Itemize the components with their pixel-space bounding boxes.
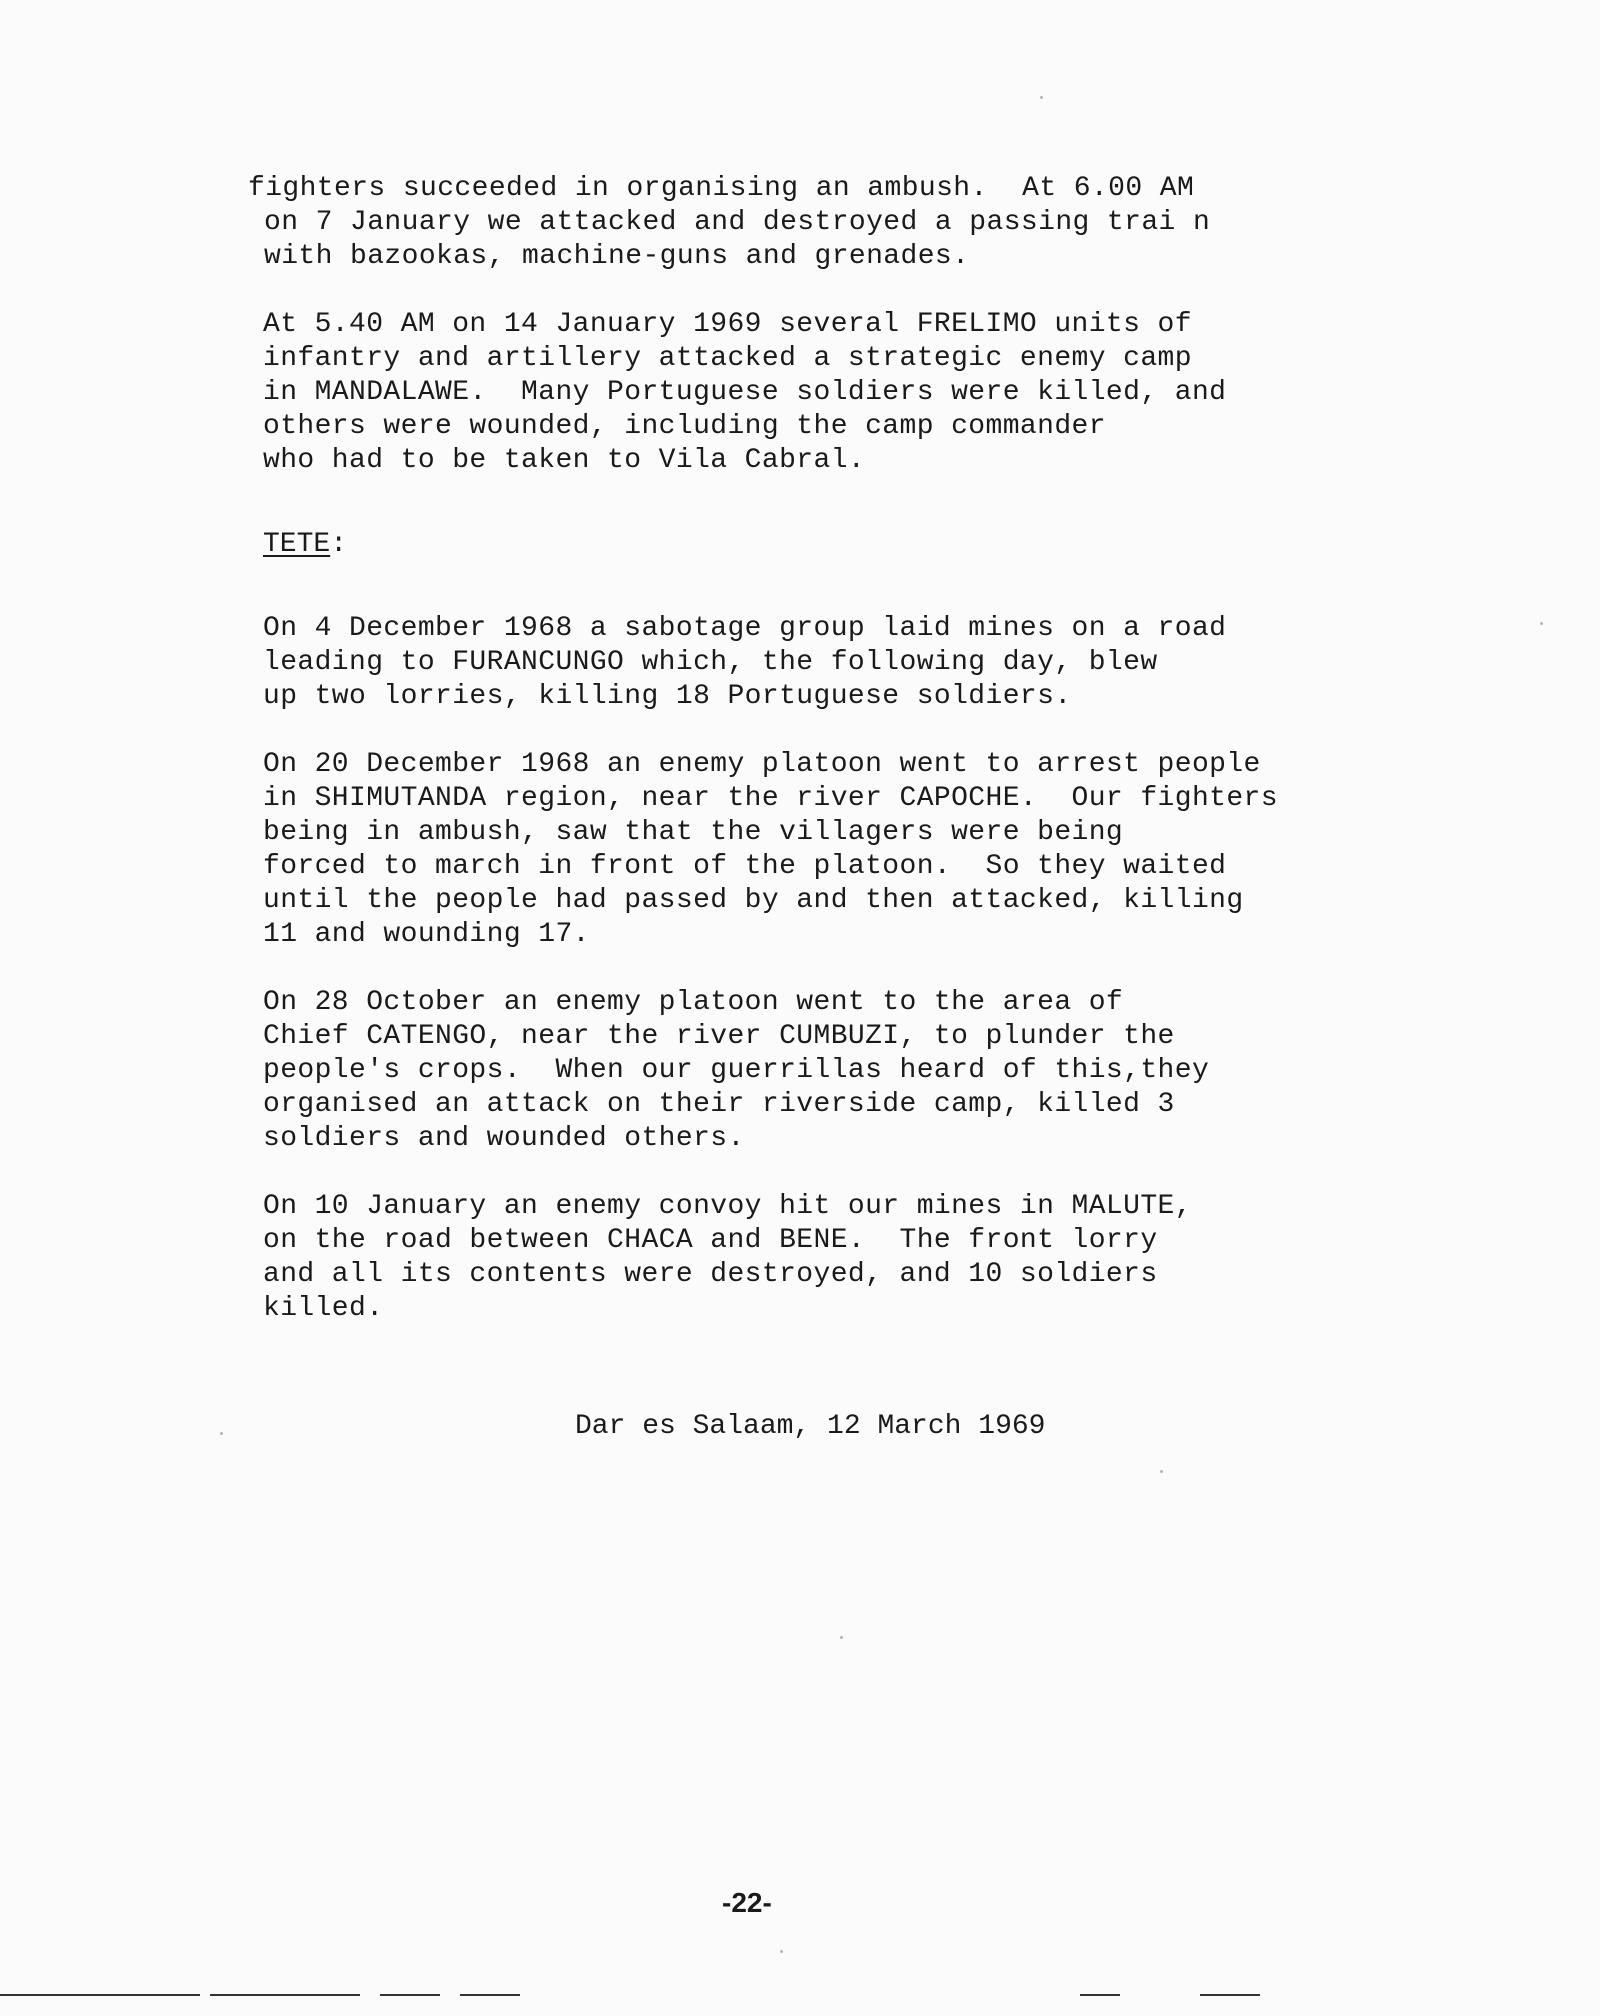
text-line: in MANDALAWE. Many Portuguese soldiers were killed, and: [263, 377, 1227, 408]
section-heading-tete: [263, 528, 347, 562]
scan-speck: [1540, 622, 1543, 625]
paragraph-mandalawe-attack: [263, 308, 1323, 478]
scan-speck: [780, 1950, 783, 1953]
text-line: until the people had passed by and then attacked, killing: [263, 885, 1244, 916]
paragraph-furancungo-mines: [263, 612, 1323, 714]
text-line: in SHIMUTANDA region, near the river CAPOCHE. Our fighters: [263, 783, 1278, 814]
text-line: forced to march in front of the platoon. So they waited: [263, 851, 1227, 882]
paragraph-ambush-continued: [248, 172, 1308, 274]
scan-speck: [1160, 1470, 1163, 1473]
text-line: on 7 January we attacked and destroyed a passing trai n: [264, 207, 1211, 238]
text-line: people's crops. When our guerrillas heard of this,they: [263, 1055, 1210, 1086]
text-line: On 20 December 1968 an enemy platoon went to arrest people: [263, 749, 1261, 780]
scan-speck: [1040, 96, 1043, 99]
text-line: with bazookas, machine-guns and grenades.: [264, 241, 970, 272]
text-line: At 5.40 AM on 14 January 1969 several FRELIMO units of: [263, 309, 1192, 340]
text-line: killed.: [263, 1293, 384, 1324]
section-heading-colon: :: [330, 529, 348, 560]
scan-speck: [220, 1432, 223, 1435]
text-line: leading to FURANCUNGO which, the following day, blew: [263, 647, 1158, 678]
bottom-edge-rule: [1200, 1994, 1260, 1996]
bottom-edge-rule: [0, 1994, 200, 1996]
text-line: On 4 December 1968 a sabotage group laid mines on a road: [263, 613, 1227, 644]
text-line: being in ambush, saw that the villagers were being: [263, 817, 1124, 848]
paragraph-catengo-attack: [263, 986, 1323, 1156]
text-line: on the road between CHACA and BENE. The front lorry: [263, 1225, 1158, 1256]
page-number: -22-: [722, 1887, 772, 1918]
bottom-edge-rule: [460, 1994, 520, 1996]
paragraph-shimutanda-ambush: [263, 748, 1323, 952]
text-line: 11 and wounding 17.: [263, 919, 590, 950]
text-line: who had to be taken to Vila Cabral.: [263, 445, 866, 476]
text-line: up two lorries, killing 18 Portuguese soldiers.: [263, 681, 1072, 712]
text-line: and all its contents were destroyed, and 10 soldiers: [263, 1259, 1158, 1290]
scan-speck: [840, 1636, 843, 1639]
section-heading-label: TETE: [263, 529, 331, 560]
text-line: infantry and artillery attacked a strategic enemy camp: [263, 343, 1192, 374]
text-line: organised an attack on their riverside camp, killed 3: [263, 1089, 1175, 1120]
text-line: soldiers and wounded others.: [263, 1123, 745, 1154]
text-line: fighters succeeded in organising an ambush. At 6.00 AM: [248, 173, 1195, 204]
bottom-edge-rule: [210, 1994, 360, 1996]
text-line: Chief CATENGO, near the river CUMBUZI, to plunder the: [263, 1021, 1175, 1052]
bottom-edge-rule: [1080, 1994, 1120, 1996]
paragraph-malute-convoy: [263, 1190, 1323, 1326]
text-line: others were wounded, including the camp commander: [263, 411, 1106, 442]
text-line: On 28 October an enemy platoon went to the area of: [263, 987, 1124, 1018]
text-line: On 10 January an enemy convoy hit our mines in MALUTE,: [263, 1191, 1192, 1222]
bottom-edge-rule: [380, 1994, 440, 1996]
dateline: Dar es Salaam, 12 March 1969: [575, 1411, 1046, 1442]
